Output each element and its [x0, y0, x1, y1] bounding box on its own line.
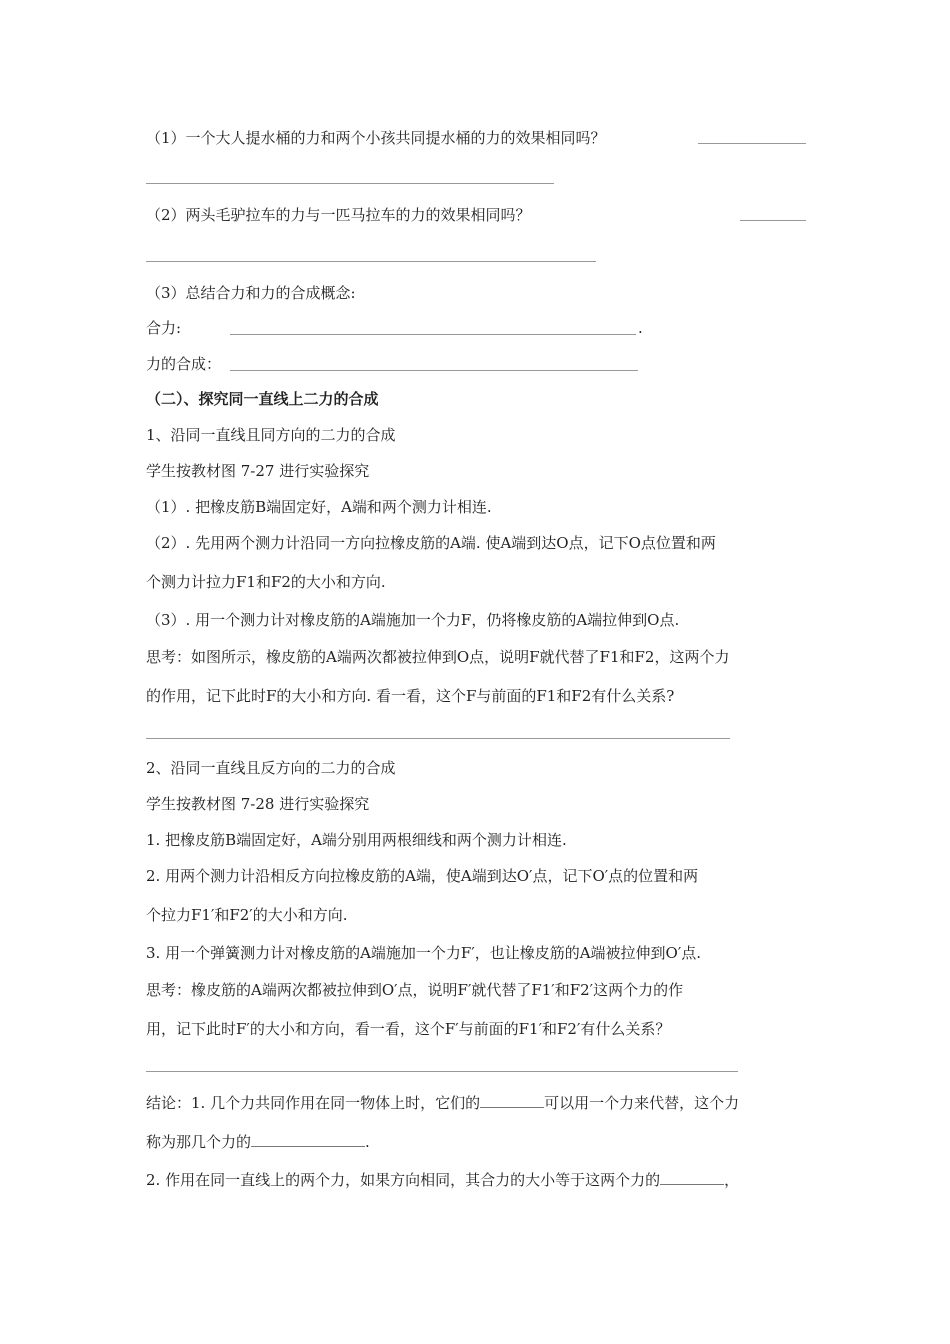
part2-step2-line1: 2. 用两个测力计沿相反方向拉橡皮筋的A端，使A端到达O′点，记下O′点的位置和两: [146, 867, 699, 885]
question-2: （2）两头毛驴拉车的力与一匹马拉车的力的效果相同吗？: [146, 206, 531, 224]
answer-blank-q2-long[interactable]: [146, 261, 596, 262]
conclusion-line2-end: .: [365, 1133, 370, 1151]
part2-title: 2、沿同一直线且反方向的二力的合成: [146, 759, 396, 777]
answer-blank-q1-short[interactable]: [698, 143, 806, 144]
conclusion-line1: [146, 1093, 739, 1113]
force-composition-blank[interactable]: [230, 370, 638, 371]
part2-intro: 学生按教材图 7-28 进行实验探究: [146, 795, 370, 813]
force-composition-label: 力的合成：: [146, 355, 222, 373]
part1-step2-line2: 个测力计拉力F1和F2的大小和方向.: [146, 573, 386, 591]
part1-step1: （1）. 把橡皮筋B端固定好，A端和两个测力计相连.: [146, 498, 492, 516]
resultant-force-period: .: [638, 319, 643, 337]
resultant-force-blank[interactable]: [230, 334, 636, 335]
part1-think-line1: 思考：如图所示，橡皮筋的A端两次都被拉伸到O点，说明F就代替了F1和F2，这两个力: [146, 648, 730, 666]
conclusion-line2: [146, 1132, 370, 1152]
conclusion-line3: [146, 1170, 739, 1190]
conclusion-line3-end: ，: [724, 1171, 740, 1189]
conclusion-blank-2[interactable]: [251, 1132, 365, 1147]
conclusion-line1-start: 结论：1. 几个力共同作用在同一物体上时，它们的: [146, 1094, 481, 1112]
conclusion-blank-3[interactable]: [660, 1170, 724, 1185]
part2-step3: 3. 用一个弹簧测力计对橡皮筋的A端施加一个力F′，也让橡皮筋的A端被拉伸到O′点.: [146, 944, 702, 962]
part2-think-line2: 用，记下此时F′的大小和方向，看一看，这个F′与前面的F1′和F2′有什么关系？: [146, 1020, 671, 1038]
question-1: （1）一个大人提水桶的力和两个小孩共同提水桶的力的效果相同吗？: [146, 129, 606, 147]
part1-step3: （3）. 用一个测力计对橡皮筋的A端施加一个力F，仍将橡皮筋的A端拉伸到O点.: [146, 611, 680, 629]
section-heading: （二）、探究同一直线上二力的合成: [146, 390, 379, 408]
conclusion-line1-end: 可以用一个力来代替，这个力: [544, 1094, 740, 1112]
part1-intro: 学生按教材图 7-27 进行实验探究: [146, 462, 370, 480]
question-3: （3）总结合力和力的合成概念:: [146, 284, 356, 302]
part2-think-line1: 思考：橡皮筋的A端两次都被拉伸到O′点，说明F′就代替了F1′和F2′这两个力的作: [146, 981, 684, 999]
resultant-force-label: 合力:: [146, 319, 182, 337]
conclusion-line3-start: 2. 作用在同一直线上的两个力，如果方向相同，其合力的大小等于这两个力的: [146, 1171, 661, 1189]
part2-step1: 1. 把橡皮筋B端固定好，A端分别用两根细线和两个测力计相连.: [146, 831, 567, 849]
part2-step2-line2: 个拉力F1′和F2′的大小和方向.: [146, 906, 348, 924]
part1-title: 1、沿同一直线且同方向的二力的合成: [146, 426, 396, 444]
conclusion-blank-1[interactable]: [480, 1093, 544, 1108]
part1-step2-line1: （2）. 先用两个测力计沿同一方向拉橡皮筋的A端. 使A端到达O点，记下O点位置和两: [146, 534, 716, 552]
conclusion-line2-start: 称为那几个力的: [146, 1133, 252, 1151]
answer-blank-q2-short[interactable]: [740, 220, 806, 221]
part2-answer-blank[interactable]: [146, 1071, 738, 1072]
part1-answer-blank[interactable]: [146, 738, 730, 739]
answer-blank-q1-long[interactable]: [146, 183, 554, 184]
part1-think-line2: 的作用，记下此时F的大小和方向. 看一看，这个F与前面的F1和F2有什么关系?: [146, 687, 675, 705]
